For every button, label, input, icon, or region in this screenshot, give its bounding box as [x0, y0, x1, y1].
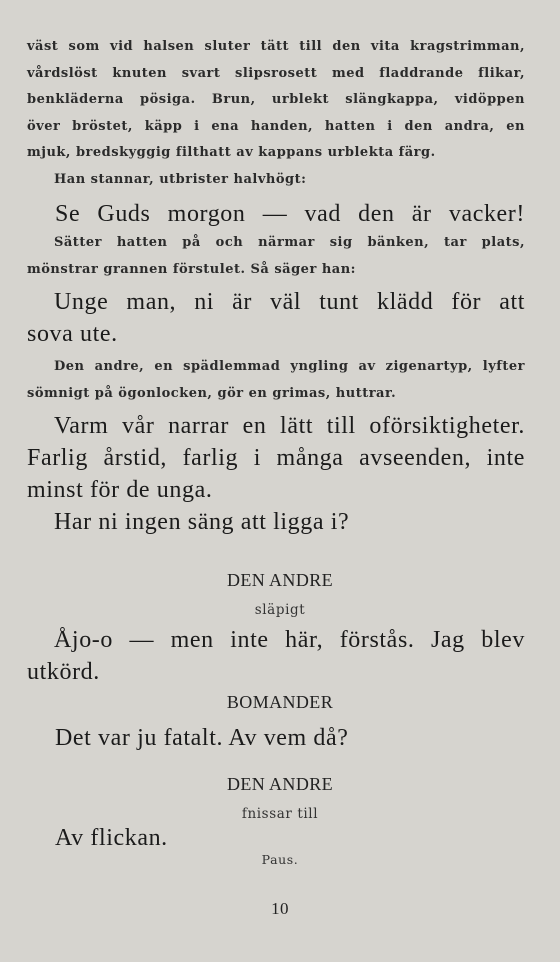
dialogue-line: Unge man, ni är väl tunt klädd för att — [54, 289, 525, 315]
stage-direction-block — [27, 230, 525, 283]
text-line: över bröstet, käpp i ena handen, hatten i den andra, en — [27, 118, 525, 134]
dialogue-line: Farlig årstid, farlig i många avseenden, inte — [27, 445, 525, 471]
text-line: sömnigt på ögonlocken, gör en grimas, huttrar. — [27, 385, 397, 401]
dialogue-line: utkörd. — [27, 659, 100, 685]
dialogue-block — [27, 624, 525, 688]
text-line: mönstrar grannen förstulet. Så säger han: — [27, 261, 356, 277]
stage-direction: släpigt — [254, 602, 306, 618]
text-line: Han stannar, utbrister halvhögt: — [54, 171, 307, 187]
dialogue-line: Se Guds morgon — vad den är vacker! — [55, 201, 525, 227]
dialogue-line: Varm vår narrar en lätt till oförsiktigheter. — [54, 413, 525, 439]
dialogue-line: Av flickan. — [55, 825, 168, 851]
dialogue-line: Det var ju fatalt. Av vem då? — [55, 725, 349, 751]
dialogue-line: minst för de unga. — [27, 477, 213, 503]
text-line: Sätter hatten på och närmar sig bänken, tar plats, — [54, 235, 525, 250]
text-line: Den andre, en spädlemmad yngling av zigenartyp, lyfter — [54, 359, 525, 374]
text-line: vårdslöst knuten svart slipsrosett med fladdrande flikar, — [27, 65, 525, 81]
text-line: väst som vid halsen sluter tätt till den vita kragstrimman, — [27, 39, 525, 54]
page-number: 10 — [271, 899, 289, 918]
stage-direction: fnissar till — [241, 806, 319, 822]
dialogue-line: sova ute. — [27, 321, 118, 347]
speaker-name: BOMANDER — [226, 692, 334, 712]
speaker-name: DEN ANDRE — [226, 570, 334, 590]
text-line: mjuk, bredskyggig filthatt av kappans urblekta färg. — [27, 145, 436, 160]
dialogue-line: Har ni ingen säng att ligga i? — [54, 509, 350, 535]
dialogue-line: Åjo-o — men inte här, förstås. Jag blev — [54, 627, 525, 653]
speaker-name: DEN ANDRE — [226, 774, 334, 794]
stage-direction-block — [27, 34, 525, 193]
stage-direction-block — [27, 354, 525, 407]
text-line: benkläderna pösiga. Brun, urblekt slängkappa, vidöppen — [27, 92, 525, 107]
dialogue-block — [27, 286, 525, 350]
dialogue-block — [27, 410, 525, 538]
stage-direction: Paus. — [261, 852, 299, 867]
